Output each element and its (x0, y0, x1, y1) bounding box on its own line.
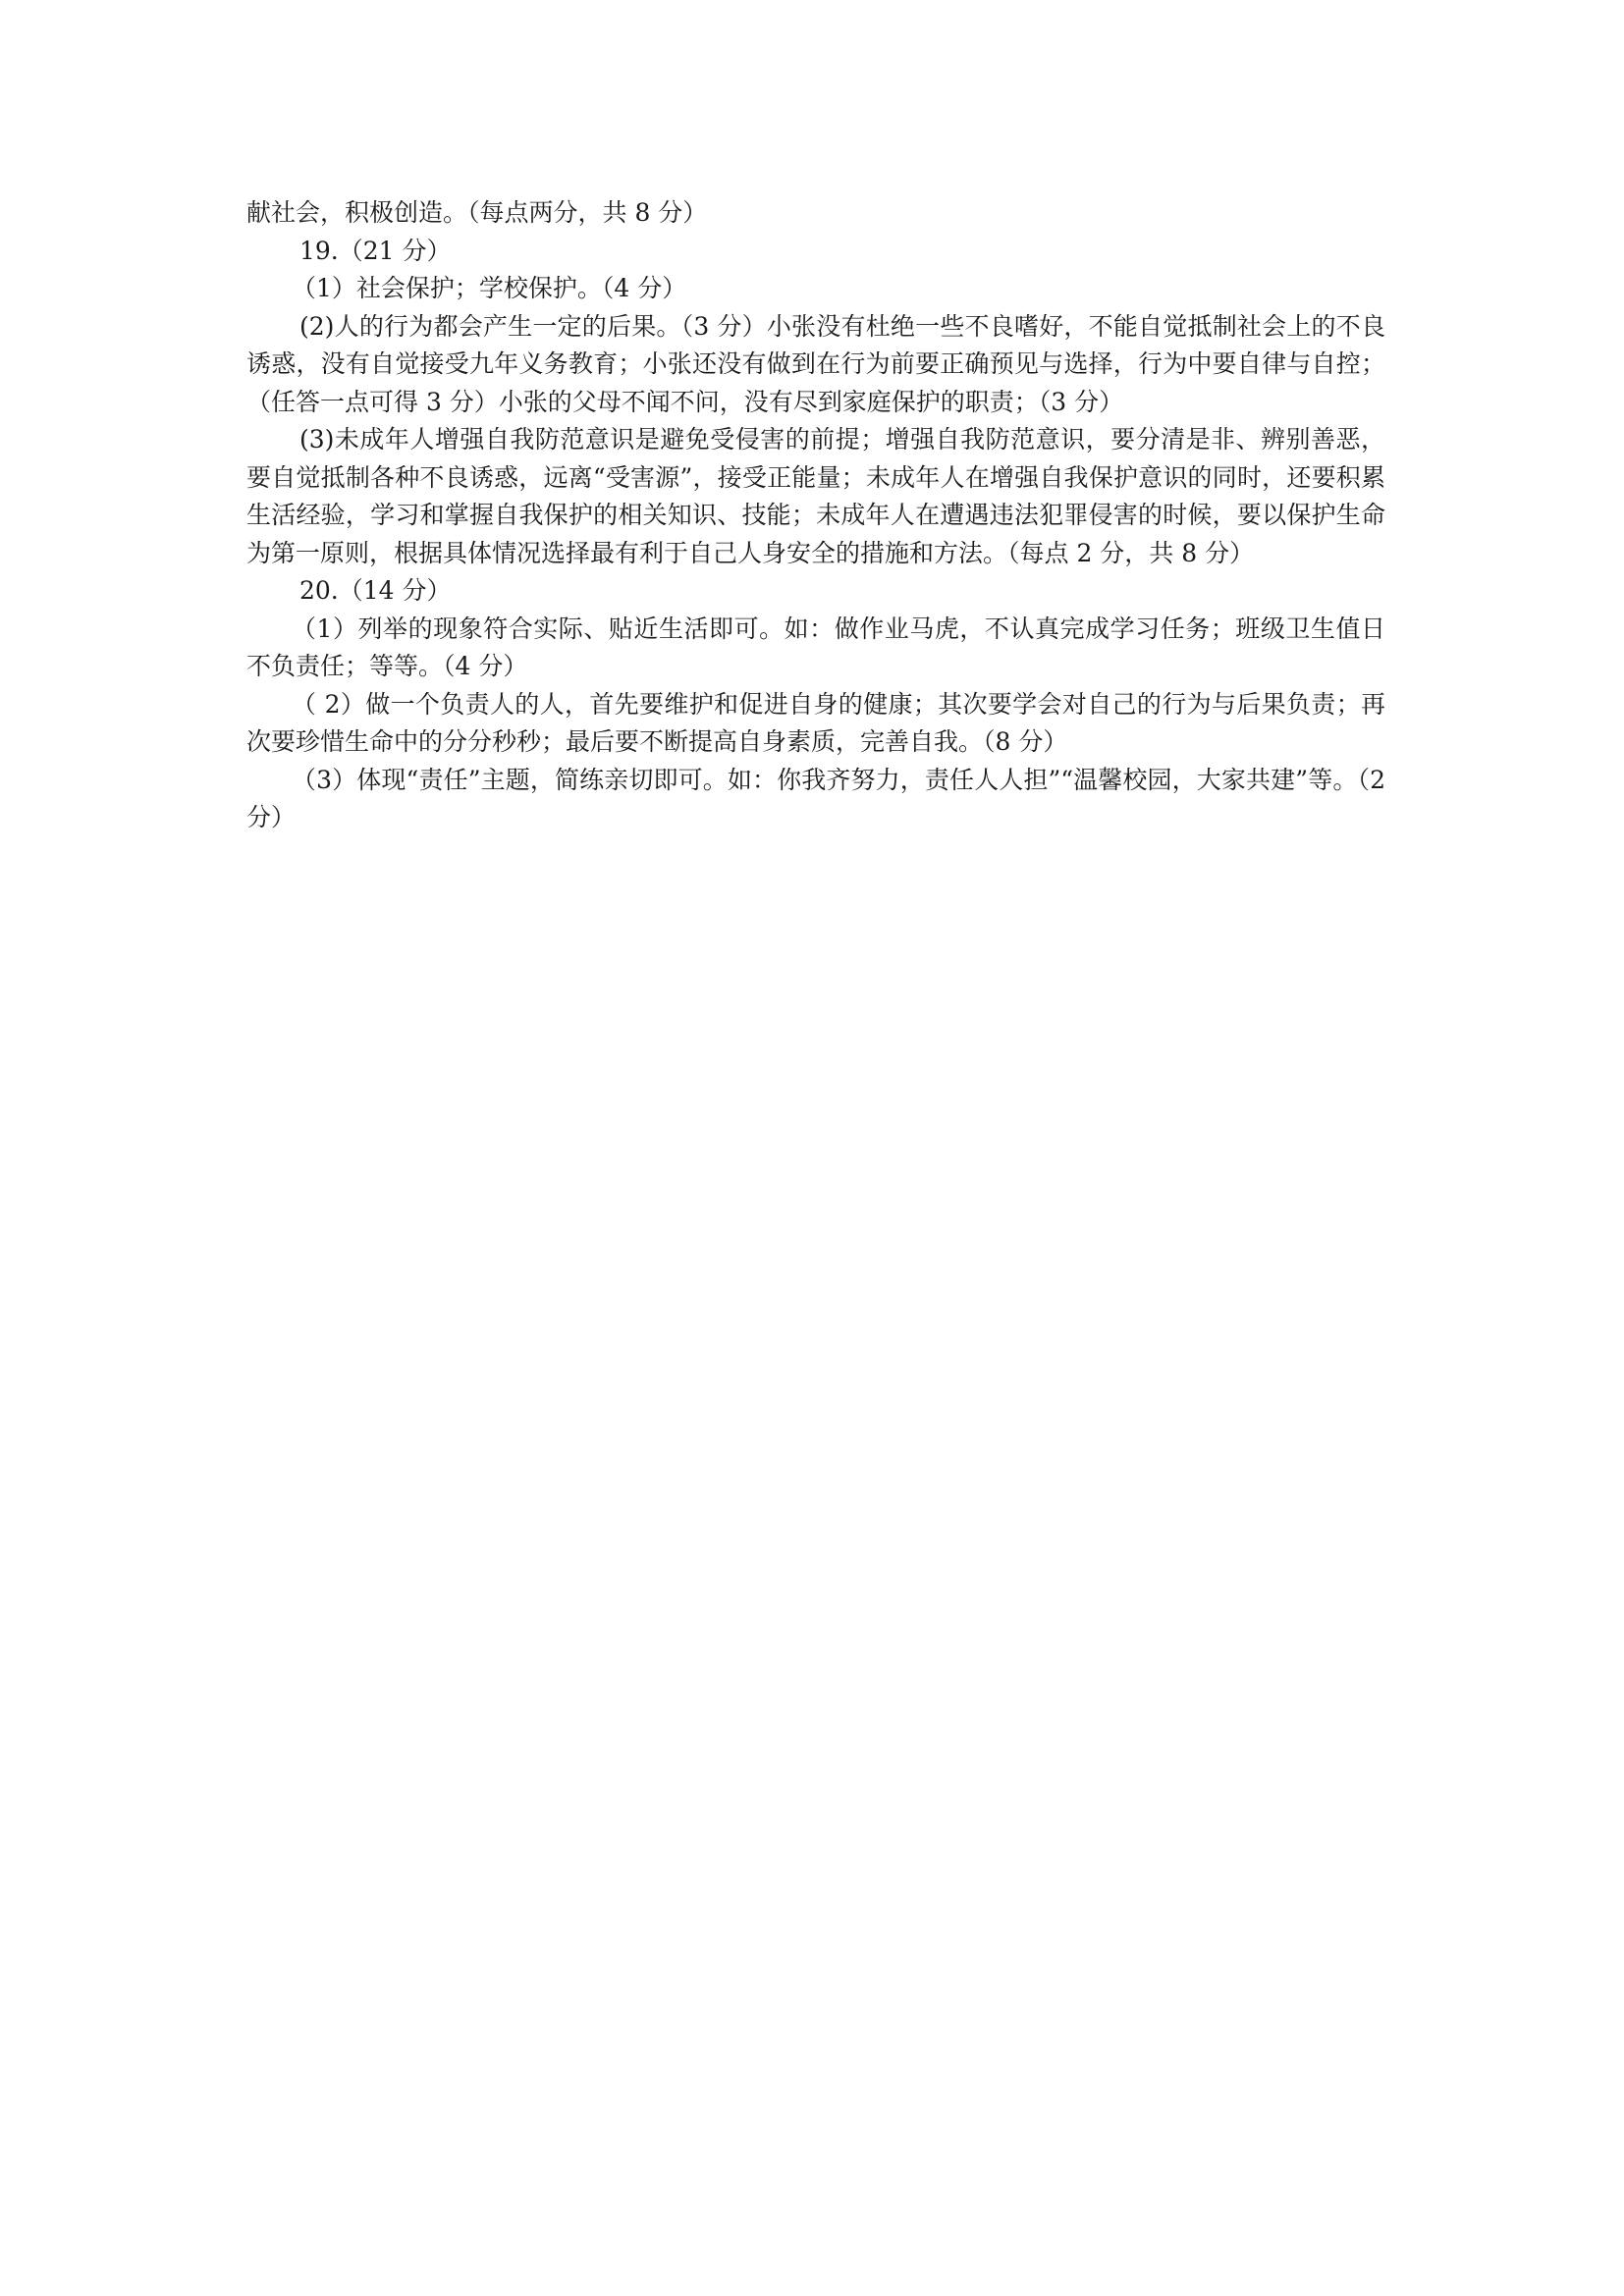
q19-answer-3: (3)未成年人增强自我防范意识是避免受侵害的前提；增强自我防范意识，要分清是非、辨别善恶，要自觉抵制各种不良诱惑，远离“受害源”，接受正能量；未成年人在增强自我保护意识的同时，还要积累生活经验，学习和掌握自我保护的相关知识、技能；未成年人在遭遇违法犯罪侵害的时候，要以保护生命为第一原则，根据具体情况选择最有利于自己人身安全的措施和方法。（每点 2 分，共 8 分） (246, 425, 1385, 567)
continuation-line: 献社会，积极创造。（每点两分，共 8 分） (246, 198, 708, 227)
answer-key-text (246, 194, 1385, 837)
q19-answer-1: （1）社会保护；学校保护。（4 分） (292, 274, 687, 302)
q20-answer-3: （3）体现“责任”主题，简练亲切即可。如：你我齐努力，责任人人担”“温馨校园，大家共建”等。（2 分） (246, 765, 1385, 831)
question-19-heading: 19.（21 分） (299, 236, 452, 265)
q20-answer-2: （ 2）做一个负责人的人，首先要维护和促进自身的健康；其次要学会对自己的行为与后果负责；再次要珍惜生命中的分分秒秒；最后要不断提高自身素质，完善自我。（8 分） (246, 689, 1385, 756)
question-20-heading: 20.（14 分） (299, 576, 452, 605)
q20-answer-1: （1）列举的现象符合实际、贴近生活即可。如：做作业马虎，不认真完成学习任务；班级卫生值日不负责任；等等。（4 分） (246, 614, 1385, 680)
q19-answer-2: (2)人的行为都会产生一定的后果。（3 分）小张没有杜绝一些不良嗜好，不能自觉抵制社会上的不良诱惑，没有自觉接受九年义务教育；小张还没有做到在行为前要正确预见与选择，行为中要自律与自控；（任答一点可得 3 分）小张的父母不闻不问，没有尽到家庭保护的职责；（3 分） (246, 311, 1385, 416)
